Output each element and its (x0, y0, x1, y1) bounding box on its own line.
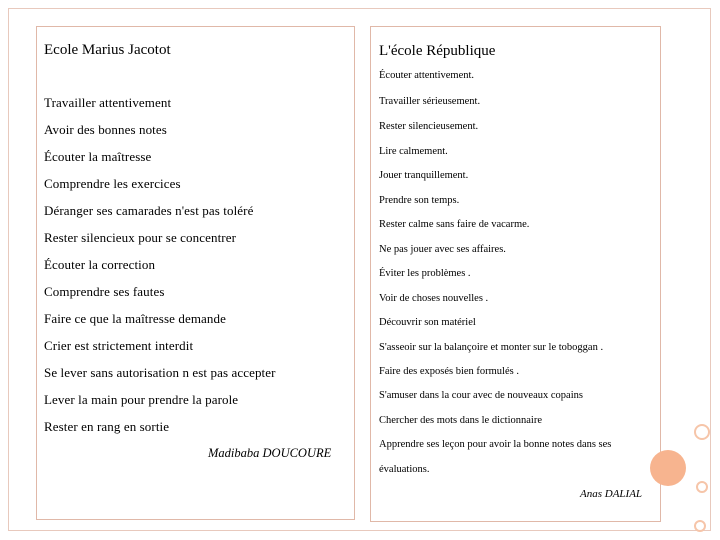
decorative-circle (650, 450, 686, 486)
right-list-item: Découvrir son matériel (379, 317, 476, 328)
left-list-item: Écouter la correction (44, 257, 156, 272)
decorative-ring (694, 520, 706, 532)
left-list-item: Lever la main pour prendre la parole (44, 392, 239, 407)
decorative-ring (696, 481, 708, 493)
left-list-item: Comprendre les exercices (44, 176, 181, 191)
left-list-item: Rester en rang en sortie (44, 419, 170, 434)
left-title: Ecole Marius Jacotot (44, 42, 171, 58)
right-list-item: Écouter attentivement. (379, 70, 475, 81)
left-signature: Madibaba DOUCOURE (208, 446, 332, 460)
right-list-item: Prendre son temps. (379, 195, 460, 206)
left-list-item: Avoir des bonnes notes (44, 122, 167, 137)
right-list-item: Apprendre ses leçon pour avoir la bonne notes dans ses (379, 439, 612, 450)
left-list-item: Crier est strictement interdit (44, 338, 194, 353)
right-list-item: Rester calme sans faire de vacarme. (379, 219, 530, 230)
left-list-item: Déranger ses camarades n'est pas toléré (44, 203, 254, 218)
right-list-item: Jouer tranquillement. (379, 170, 469, 181)
right-list-item: Rester silencieusement. (379, 121, 479, 132)
right-list-item: évaluations. (379, 464, 430, 475)
right-list-item: S'amuser dans la cour avec de nouveaux copains (379, 390, 583, 401)
right-list-item: Travailler sérieusement. (379, 96, 481, 107)
right-list-item: Éviter les problèmes . (379, 268, 471, 279)
left-list-item: Travailler attentivement (44, 95, 172, 110)
left-list-item: Rester silencieux pour se concentrer (44, 230, 237, 245)
right-signature: Anas DALIAL (580, 488, 643, 500)
left-list-item: Se lever sans autorisation n est pas accepter (44, 365, 276, 380)
right-list-item: Chercher des mots dans le dictionnaire (379, 415, 542, 426)
right-list-item: Faire des exposés bien formulés . (379, 366, 519, 377)
left-list-item: Écouter la maîtresse (44, 149, 152, 164)
decorative-ring (694, 424, 710, 440)
left-list-item: Comprendre ses fautes (44, 284, 165, 299)
right-list-item: Voir de choses nouvelles . (379, 293, 489, 304)
right-list-item: Ne pas jouer avec ses affaires. (379, 244, 506, 255)
left-list-item: Faire ce que la maîtresse demande (44, 311, 226, 326)
right-title: L'école République (379, 43, 496, 59)
right-list-item: S'asseoir sur la balançoire et monter sur le toboggan . (379, 342, 604, 353)
right-list-item: Lire calmement. (379, 146, 448, 157)
